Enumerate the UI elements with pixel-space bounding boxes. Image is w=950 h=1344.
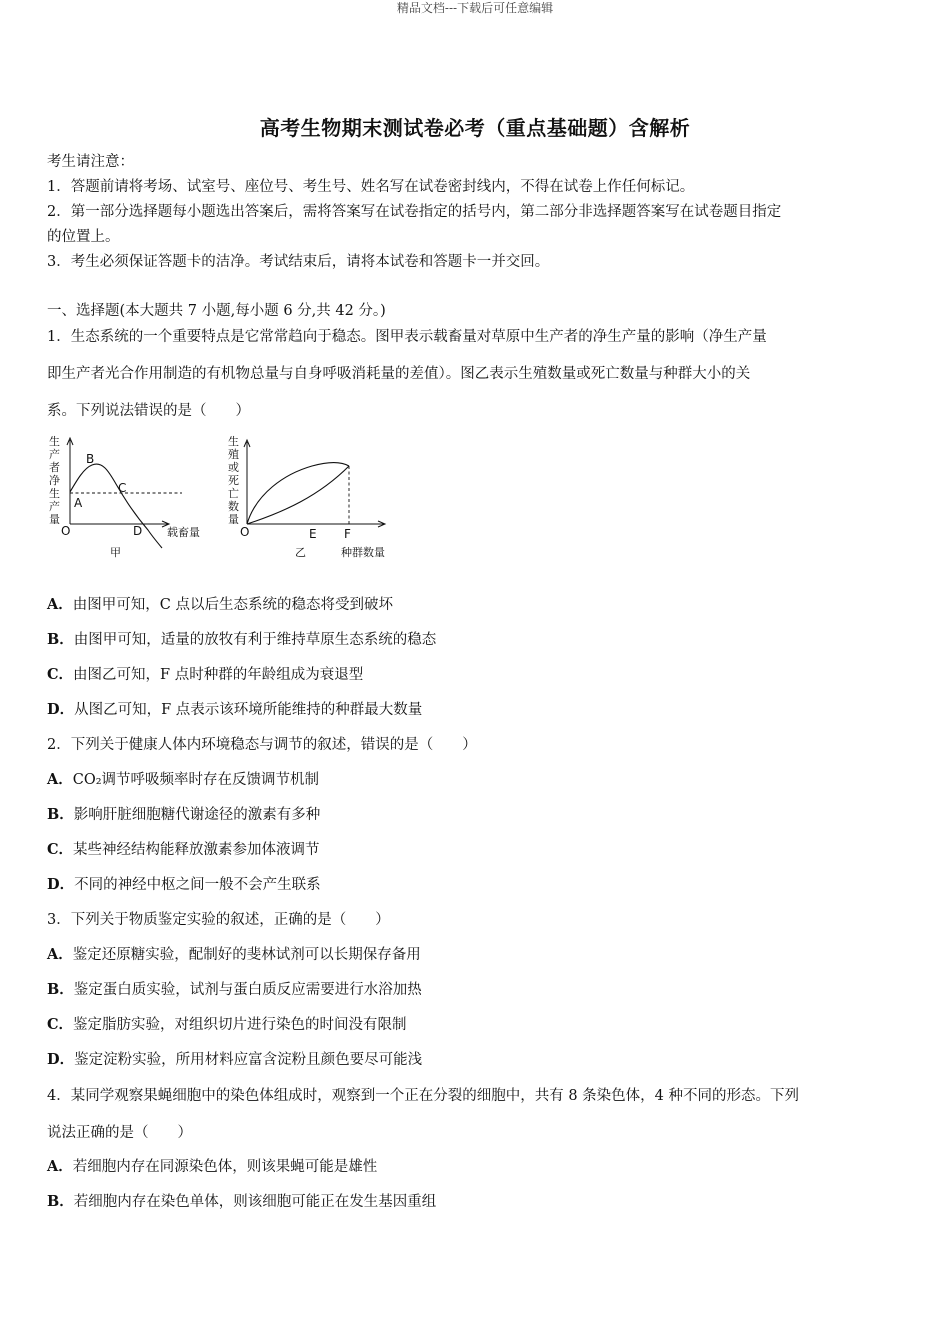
yi-death-curve xyxy=(247,466,349,524)
section-heading: 一、选择题(本大题共 7 小题,每小题 6 分,共 42 分。) xyxy=(47,303,386,319)
jia-ylabel-char: 者 xyxy=(49,461,60,474)
notice-item: 3．考生必须保证答题卡的洁净。考试结束后，请将本试卷和答题卡一并交回。 xyxy=(47,254,550,270)
yi-point-label: E xyxy=(309,527,317,541)
option-letter: D． xyxy=(47,1051,75,1068)
jia-point-label: A xyxy=(74,496,83,510)
jia-point-label: B xyxy=(86,452,95,466)
notice-heading: 考生请注意： xyxy=(47,154,134,170)
option-letter: B． xyxy=(47,631,74,648)
option-text: 由图甲可知，C 点以后生态系统的稳态将受到破坏 xyxy=(72,597,393,613)
yi-ylabel-char: 生 xyxy=(228,435,239,448)
q3-option-a xyxy=(47,945,907,965)
yi-ylabel-char: 殖 xyxy=(228,448,239,461)
yi-ylabel-char: 数 xyxy=(228,500,239,513)
jia-point-label: D xyxy=(133,524,143,538)
q2-option-b xyxy=(47,805,907,825)
option-letter: A． xyxy=(47,946,73,963)
option-text: 若细胞内存在同源染色体，则该果蝇可能是雄性 xyxy=(72,1159,378,1175)
q1-figure xyxy=(44,432,404,564)
jia-origin-label: O xyxy=(61,524,71,538)
q2-option-d xyxy=(47,875,907,895)
notice-item: 1．答题前请将考场、试室号、座位号、考生号、姓名写在试卷密封线内，不得在试卷上作任何标记。 xyxy=(47,179,695,195)
option-letter: C． xyxy=(47,666,74,683)
q2-option-a xyxy=(47,770,907,790)
q1-option-c xyxy=(47,665,907,685)
yi-caption: 乙 xyxy=(295,546,306,559)
option-letter: C． xyxy=(47,1016,74,1033)
yi-xlabel: 种群数量 xyxy=(341,546,385,559)
option-letter: B． xyxy=(47,806,74,823)
yi-ylabel-char: 死 xyxy=(228,474,239,487)
option-letter: C． xyxy=(47,841,74,858)
yi-point-label: F xyxy=(344,527,351,541)
page-title: 高考生物期末测试卷必考（重点基础题）含解析 xyxy=(259,116,691,140)
q1-stem-line: 即生产者光合作用制造的有机物总量与自身呼吸消耗量的差值）。图乙表示生殖数量或死亡数量与种群大小的关 xyxy=(47,366,751,382)
q4-option-a xyxy=(47,1157,907,1177)
option-text: 影响肝脏细胞糖代谢途径的激素有多种 xyxy=(73,807,321,823)
jia-ylabel-char: 产 xyxy=(49,500,60,513)
option-text: 鉴定蛋白质实验，试剂与蛋白质反应需要进行水浴加热 xyxy=(73,982,422,998)
yi-ylabel-char: 量 xyxy=(228,513,239,526)
graph-yi xyxy=(228,434,385,559)
option-letter: A． xyxy=(47,1158,73,1175)
option-text: 某些神经结构能释放激素参加体液调节 xyxy=(73,842,320,858)
q3-option-d xyxy=(47,1050,907,1070)
option-text: 若细胞内存在染色单体，则该细胞可能正在发生基因重组 xyxy=(73,1194,437,1210)
option-text: 由图甲可知，适量的放牧有利于维持草原生态系统的稳态 xyxy=(73,632,437,648)
q3-stem: 3．下列关于物质鉴定实验的叙述，正确的是（ ） xyxy=(47,912,390,928)
option-text: 鉴定还原糖实验，配制好的斐林试剂可以长期保存备用 xyxy=(72,947,421,963)
q2-stem: 2．下列关于健康人体内环境稳态与调节的叙述，错误的是（ ） xyxy=(47,737,477,753)
option-text: 鉴定脂肪实验，对组织切片进行染色的时间没有限制 xyxy=(73,1017,407,1033)
q1-option-d xyxy=(47,700,907,720)
option-letter: A． xyxy=(47,596,73,613)
yi-origin-label: O xyxy=(240,525,250,539)
option-text: 鉴定淀粉实验，所用材料应富含淀粉且颜色要尽可能浅 xyxy=(74,1052,423,1068)
q1-figure-svg xyxy=(44,432,404,564)
q2-option-c xyxy=(47,840,907,860)
q3-option-b xyxy=(47,980,907,1000)
option-letter: D． xyxy=(47,701,75,718)
q3-option-c xyxy=(47,1015,907,1035)
q1-stem-line: 系。下列说法错误的是（ ） xyxy=(47,403,250,419)
yi-birth-curve xyxy=(247,463,349,524)
yi-ylabel-char: 或 xyxy=(228,461,239,474)
q4-stem-line: 说法正确的是（ ） xyxy=(47,1125,192,1141)
jia-caption: 甲 xyxy=(110,546,121,559)
q4-stem-line: 4．某同学观察果蝇细胞中的染色体组成时，观察到一个正在分裂的细胞中，共有 8 条染色体，4 种不同的形态。下列 xyxy=(47,1088,799,1104)
graph-jia xyxy=(49,434,200,559)
jia-xlabel: 载畜量 xyxy=(167,526,200,539)
jia-ylabel-char: 净 xyxy=(49,474,60,487)
option-text: 不同的神经中枢之间一般不会产生联系 xyxy=(74,877,321,893)
notice-item: 2．第一部分选择题每小题选出答案后，需将答案写在试卷指定的括号内，第二部分非选择题答案写在试卷题目指定 xyxy=(47,204,782,220)
q1-option-b xyxy=(47,630,907,650)
jia-ylabel-char: 产 xyxy=(49,448,60,461)
option-letter: D． xyxy=(47,876,75,893)
q1-stem-line: 1．生态系统的一个重要特点是它常常趋向于稳态。图甲表示载畜量对草原中生产者的净生产量的影响（净生产量 xyxy=(47,329,767,345)
option-letter: B． xyxy=(47,1193,74,1210)
jia-ylabel-char: 生 xyxy=(49,435,60,448)
jia-ylabel-char: 量 xyxy=(49,513,60,526)
jia-curve xyxy=(70,464,162,548)
q4-option-b xyxy=(47,1192,907,1212)
notice-item: 的位置上。 xyxy=(47,229,120,245)
option-text: 从图乙可知，F 点表示该环境所能维持的种群最大数量 xyxy=(74,702,423,718)
jia-ylabel-char: 生 xyxy=(49,487,60,500)
option-text: 由图乙可知，F 点时种群的年龄组成为衰退型 xyxy=(73,667,364,683)
q1-option-a xyxy=(47,595,907,615)
option-letter: B． xyxy=(47,981,74,998)
option-letter: A． xyxy=(47,771,73,788)
header-note: 精品文档---下载后可任意编辑 xyxy=(396,1,554,15)
jia-point-label: C xyxy=(118,481,127,495)
yi-ylabel-char: 亡 xyxy=(228,487,239,500)
option-text: CO₂调节呼吸频率时存在反馈调节机制 xyxy=(72,772,320,788)
